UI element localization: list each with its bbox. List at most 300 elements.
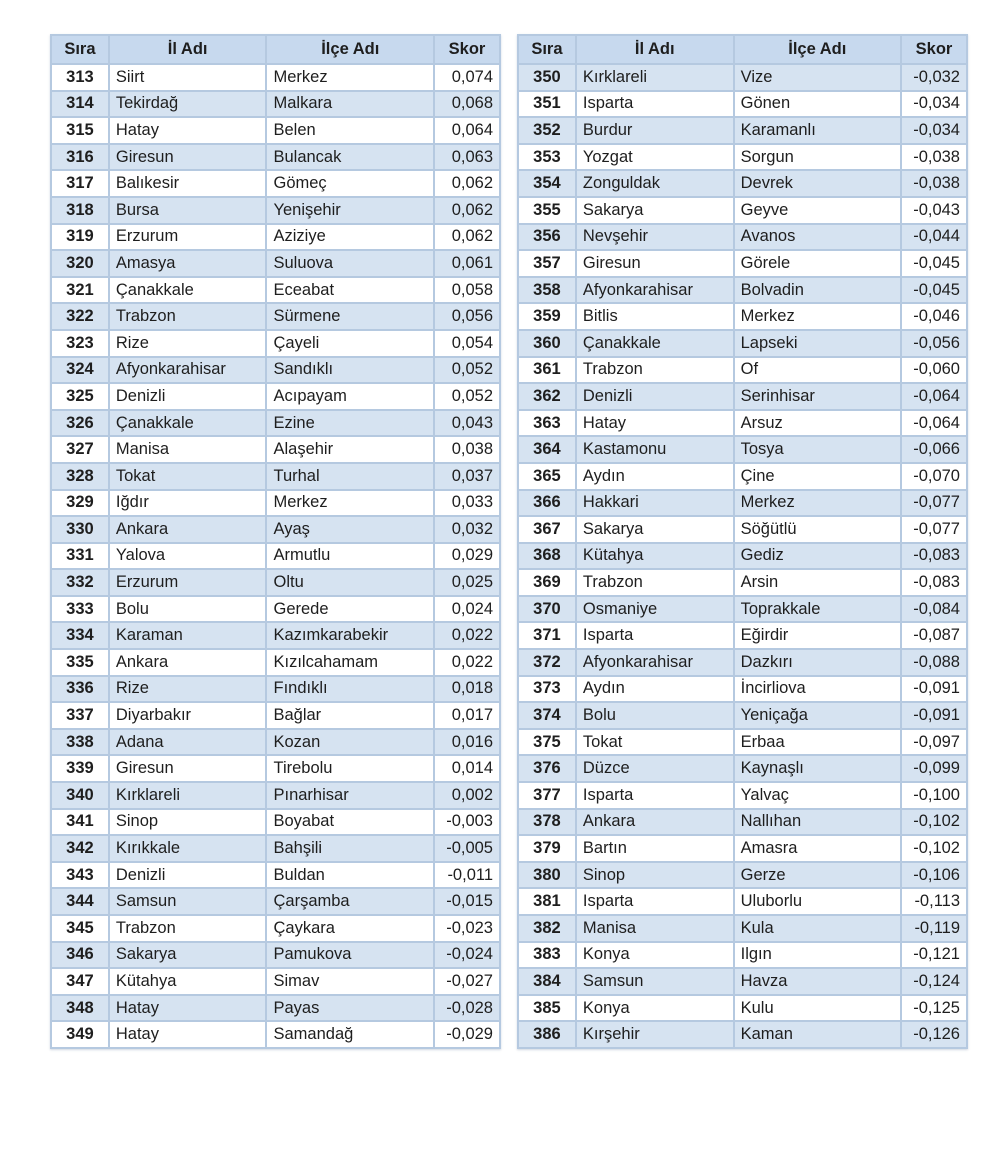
table-row [518, 676, 967, 703]
header-district: İlçe Adı [266, 35, 434, 64]
table-row [518, 330, 967, 357]
district-cell: Havza [734, 968, 901, 995]
score-cell: -0,003 [434, 809, 500, 836]
rank-cell: 367 [518, 516, 576, 543]
rank-cell: 352 [518, 117, 576, 144]
score-cell: -0,066 [901, 436, 967, 463]
table-row [51, 303, 500, 330]
province-cell: Tekirdağ [109, 91, 267, 118]
province-cell: Bolu [576, 702, 734, 729]
rank-cell: 349 [51, 1021, 109, 1048]
table-row [518, 862, 967, 889]
score-cell: -0,027 [434, 968, 500, 995]
score-cell: -0,077 [901, 516, 967, 543]
province-cell: Denizli [109, 862, 267, 889]
province-cell: Tokat [109, 463, 267, 490]
province-cell: Manisa [576, 915, 734, 942]
province-cell: Yozgat [576, 144, 734, 171]
rank-cell: 315 [51, 117, 109, 144]
rank-cell: 370 [518, 596, 576, 623]
rank-cell: 386 [518, 1021, 576, 1048]
district-cell: Avanos [734, 224, 901, 251]
table-row [518, 117, 967, 144]
score-cell: -0,077 [901, 490, 967, 517]
score-cell: 0,063 [434, 144, 500, 171]
table-row [518, 91, 967, 118]
rank-cell: 365 [518, 463, 576, 490]
province-cell: Konya [576, 995, 734, 1022]
score-cell: -0,091 [901, 702, 967, 729]
district-cell: Kaman [734, 1021, 901, 1048]
table-row [51, 490, 500, 517]
district-cell: Bahşili [266, 835, 434, 862]
district-cell: Bağlar [266, 702, 434, 729]
score-cell: -0,106 [901, 862, 967, 889]
province-cell: Kırklareli [576, 64, 734, 91]
score-cell: -0,023 [434, 915, 500, 942]
province-cell: Zonguldak [576, 170, 734, 197]
score-cell: -0,034 [901, 91, 967, 118]
province-cell: Sinop [109, 809, 267, 836]
rank-cell: 382 [518, 915, 576, 942]
score-cell: 0,016 [434, 729, 500, 756]
table-row [518, 729, 967, 756]
rank-cell: 357 [518, 250, 576, 277]
province-cell: Sakarya [576, 197, 734, 224]
district-cell: Yeniçağa [734, 702, 901, 729]
rank-cell: 384 [518, 968, 576, 995]
score-cell: -0,011 [434, 862, 500, 889]
table-row [51, 942, 500, 969]
rank-cell: 362 [518, 383, 576, 410]
rank-cell: 324 [51, 357, 109, 384]
province-cell: Nevşehir [576, 224, 734, 251]
rank-cell: 337 [51, 702, 109, 729]
province-cell: Kırıkkale [109, 835, 267, 862]
district-cell: Of [734, 357, 901, 384]
rank-cell: 369 [518, 569, 576, 596]
rank-cell: 356 [518, 224, 576, 251]
province-cell: Balıkesir [109, 170, 267, 197]
province-cell: Afyonkarahisar [576, 277, 734, 304]
table-row [51, 755, 500, 782]
rank-cell: 372 [518, 649, 576, 676]
province-cell: Hatay [576, 410, 734, 437]
score-cell: -0,126 [901, 1021, 967, 1048]
province-cell: Bursa [109, 197, 267, 224]
rank-cell: 327 [51, 436, 109, 463]
rank-cell: 341 [51, 809, 109, 836]
district-cell: Kozan [266, 729, 434, 756]
district-cell: Merkez [266, 64, 434, 91]
district-cell: Turhal [266, 463, 434, 490]
district-cell: Karamanlı [734, 117, 901, 144]
rank-cell: 329 [51, 490, 109, 517]
rank-cell: 330 [51, 516, 109, 543]
province-cell: Sakarya [109, 942, 267, 969]
rank-cell: 375 [518, 729, 576, 756]
table-row [518, 888, 967, 915]
district-cell: Dazkırı [734, 649, 901, 676]
province-cell: Giresun [109, 755, 267, 782]
district-cell: Uluborlu [734, 888, 901, 915]
score-cell: 0,062 [434, 197, 500, 224]
province-cell: Iğdır [109, 490, 267, 517]
table-row [51, 277, 500, 304]
district-cell: Kulu [734, 995, 901, 1022]
score-cell: 0,058 [434, 277, 500, 304]
ranking-table-right [517, 34, 968, 1049]
header-score: Skor [901, 35, 967, 64]
province-cell: Kütahya [109, 968, 267, 995]
rank-cell: 378 [518, 809, 576, 836]
district-cell: Alaşehir [266, 436, 434, 463]
table-row [518, 516, 967, 543]
score-cell: -0,084 [901, 596, 967, 623]
table-row [51, 649, 500, 676]
province-cell: Hatay [109, 117, 267, 144]
province-cell: Çanakkale [109, 277, 267, 304]
district-cell: Kızılcahamam [266, 649, 434, 676]
table-row [51, 91, 500, 118]
table-row [51, 862, 500, 889]
table-row [518, 596, 967, 623]
district-cell: Çarşamba [266, 888, 434, 915]
table-row [518, 463, 967, 490]
table-row [518, 250, 967, 277]
district-cell: Çayeli [266, 330, 434, 357]
rank-cell: 379 [518, 835, 576, 862]
table-row [518, 357, 967, 384]
table-row [518, 303, 967, 330]
province-cell: Erzurum [109, 569, 267, 596]
district-cell: Yalvaç [734, 782, 901, 809]
score-cell: -0,088 [901, 649, 967, 676]
rank-cell: 368 [518, 543, 576, 570]
table-row [51, 197, 500, 224]
rank-cell: 361 [518, 357, 576, 384]
table-row [518, 197, 967, 224]
score-cell: -0,032 [901, 64, 967, 91]
district-cell: Gediz [734, 543, 901, 570]
province-cell: Kırşehir [576, 1021, 734, 1048]
district-cell: Yenişehir [266, 197, 434, 224]
province-cell: Sinop [576, 862, 734, 889]
score-cell: -0,091 [901, 676, 967, 703]
province-cell: Düzce [576, 755, 734, 782]
rank-cell: 354 [518, 170, 576, 197]
rank-cell: 335 [51, 649, 109, 676]
province-cell: Kastamonu [576, 436, 734, 463]
province-cell: Manisa [109, 436, 267, 463]
score-cell: 0,052 [434, 383, 500, 410]
district-cell: Pamukova [266, 942, 434, 969]
rank-cell: 350 [518, 64, 576, 91]
province-cell: Aydın [576, 676, 734, 703]
district-cell: Armutlu [266, 543, 434, 570]
district-cell: Merkez [734, 490, 901, 517]
district-cell: Ilgın [734, 942, 901, 969]
province-cell: Isparta [576, 782, 734, 809]
table-row [518, 569, 967, 596]
province-cell: Bolu [109, 596, 267, 623]
province-cell: Karaman [109, 622, 267, 649]
district-cell: Ezine [266, 410, 434, 437]
header-rank: Sıra [518, 35, 576, 64]
rank-cell: 316 [51, 144, 109, 171]
score-cell: -0,043 [901, 197, 967, 224]
rank-cell: 332 [51, 569, 109, 596]
score-cell: 0,024 [434, 596, 500, 623]
district-cell: Oltu [266, 569, 434, 596]
district-cell: Vize [734, 64, 901, 91]
district-cell: Tirebolu [266, 755, 434, 782]
province-cell: Afyonkarahisar [576, 649, 734, 676]
district-cell: İncirliova [734, 676, 901, 703]
rank-cell: 376 [518, 755, 576, 782]
table-row [51, 64, 500, 91]
province-cell: Sakarya [576, 516, 734, 543]
score-cell: -0,005 [434, 835, 500, 862]
rank-cell: 322 [51, 303, 109, 330]
table-row [518, 995, 967, 1022]
rank-cell: 334 [51, 622, 109, 649]
score-cell: 0,068 [434, 91, 500, 118]
district-cell: Gönen [734, 91, 901, 118]
score-cell: -0,125 [901, 995, 967, 1022]
table-row [51, 676, 500, 703]
score-cell: 0,038 [434, 436, 500, 463]
rank-cell: 343 [51, 862, 109, 889]
rank-cell: 363 [518, 410, 576, 437]
score-cell: -0,044 [901, 224, 967, 251]
district-cell: Lapseki [734, 330, 901, 357]
score-cell: -0,100 [901, 782, 967, 809]
district-cell: Pınarhisar [266, 782, 434, 809]
province-cell: Bitlis [576, 303, 734, 330]
score-cell: -0,060 [901, 357, 967, 384]
rank-cell: 353 [518, 144, 576, 171]
district-cell: Geyve [734, 197, 901, 224]
table-row [518, 490, 967, 517]
score-cell: 0,029 [434, 543, 500, 570]
table-row [518, 942, 967, 969]
district-cell: Simav [266, 968, 434, 995]
table-row [518, 436, 967, 463]
table-row [518, 622, 967, 649]
district-cell: Eceabat [266, 277, 434, 304]
score-cell: -0,046 [901, 303, 967, 330]
table-row [518, 277, 967, 304]
province-cell: Diyarbakır [109, 702, 267, 729]
score-cell: -0,034 [901, 117, 967, 144]
province-cell: Trabzon [576, 569, 734, 596]
district-cell: Söğütlü [734, 516, 901, 543]
province-cell: Isparta [576, 888, 734, 915]
rank-cell: 340 [51, 782, 109, 809]
rank-cell: 314 [51, 91, 109, 118]
rank-cell: 326 [51, 410, 109, 437]
district-cell: Nallıhan [734, 809, 901, 836]
table-row [51, 622, 500, 649]
header-score: Skor [434, 35, 500, 64]
score-cell: 0,018 [434, 676, 500, 703]
table-row [51, 569, 500, 596]
district-cell: Fındıklı [266, 676, 434, 703]
rank-cell: 383 [518, 942, 576, 969]
rank-cell: 355 [518, 197, 576, 224]
district-cell: Amasra [734, 835, 901, 862]
province-cell: Kütahya [576, 543, 734, 570]
table-header-row [51, 35, 500, 64]
score-cell: -0,097 [901, 729, 967, 756]
rank-cell: 358 [518, 277, 576, 304]
province-cell: Giresun [576, 250, 734, 277]
score-cell: 0,014 [434, 755, 500, 782]
table-row [51, 117, 500, 144]
district-cell: Devrek [734, 170, 901, 197]
table-row [51, 729, 500, 756]
table-row [51, 144, 500, 171]
district-cell: Arsin [734, 569, 901, 596]
score-cell: 0,022 [434, 649, 500, 676]
district-cell: Merkez [266, 490, 434, 517]
district-cell: Gerede [266, 596, 434, 623]
score-cell: 0,061 [434, 250, 500, 277]
district-cell: Serinhisar [734, 383, 901, 410]
province-cell: Samsun [576, 968, 734, 995]
province-cell: Trabzon [109, 915, 267, 942]
province-cell: Isparta [576, 91, 734, 118]
table-row [51, 888, 500, 915]
rank-cell: 371 [518, 622, 576, 649]
header-province: İl Adı [576, 35, 734, 64]
score-cell: 0,064 [434, 117, 500, 144]
rank-cell: 364 [518, 436, 576, 463]
score-cell: 0,037 [434, 463, 500, 490]
province-cell: Hatay [109, 1021, 267, 1048]
score-cell: -0,028 [434, 995, 500, 1022]
table-row [518, 835, 967, 862]
province-cell: Afyonkarahisar [109, 357, 267, 384]
score-cell: 0,033 [434, 490, 500, 517]
score-cell: -0,113 [901, 888, 967, 915]
table-row [51, 543, 500, 570]
table-row [518, 410, 967, 437]
rank-cell: 380 [518, 862, 576, 889]
table-row [518, 968, 967, 995]
score-cell: -0,029 [434, 1021, 500, 1048]
district-cell: Bulancak [266, 144, 434, 171]
table-row [518, 224, 967, 251]
rank-cell: 360 [518, 330, 576, 357]
rank-cell: 374 [518, 702, 576, 729]
rank-cell: 323 [51, 330, 109, 357]
header-rank: Sıra [51, 35, 109, 64]
table-row [51, 596, 500, 623]
district-cell: Aziziye [266, 224, 434, 251]
district-cell: Arsuz [734, 410, 901, 437]
rank-cell: 344 [51, 888, 109, 915]
score-cell: -0,102 [901, 809, 967, 836]
score-cell: -0,024 [434, 942, 500, 969]
table-header-row [518, 35, 967, 64]
table-row [51, 915, 500, 942]
table-row [51, 995, 500, 1022]
district-cell: Erbaa [734, 729, 901, 756]
province-cell: Ankara [576, 809, 734, 836]
province-cell: Konya [576, 942, 734, 969]
score-cell: 0,074 [434, 64, 500, 91]
province-cell: Kırklareli [109, 782, 267, 809]
rank-cell: 333 [51, 596, 109, 623]
table-row [51, 835, 500, 862]
province-cell: Burdur [576, 117, 734, 144]
rank-cell: 328 [51, 463, 109, 490]
district-cell: Payas [266, 995, 434, 1022]
score-cell: 0,025 [434, 569, 500, 596]
province-cell: Denizli [576, 383, 734, 410]
score-cell: -0,045 [901, 277, 967, 304]
province-cell: Isparta [576, 622, 734, 649]
score-cell: -0,124 [901, 968, 967, 995]
district-cell: Boyabat [266, 809, 434, 836]
score-cell: -0,083 [901, 543, 967, 570]
table-row [51, 516, 500, 543]
table-row [518, 543, 967, 570]
table-row [518, 1021, 967, 1048]
score-cell: 0,002 [434, 782, 500, 809]
province-cell: Hakkari [576, 490, 734, 517]
rank-cell: 313 [51, 64, 109, 91]
district-cell: Eğirdir [734, 622, 901, 649]
province-cell: Hatay [109, 995, 267, 1022]
table-row [51, 968, 500, 995]
score-cell: -0,102 [901, 835, 967, 862]
table-row [51, 330, 500, 357]
district-cell: Suluova [266, 250, 434, 277]
rank-cell: 373 [518, 676, 576, 703]
province-cell: Aydın [576, 463, 734, 490]
district-cell: Gömeç [266, 170, 434, 197]
score-cell: 0,054 [434, 330, 500, 357]
district-cell: Kula [734, 915, 901, 942]
table-row [518, 782, 967, 809]
rank-cell: 339 [51, 755, 109, 782]
score-cell: 0,062 [434, 170, 500, 197]
district-cell: Ayaş [266, 516, 434, 543]
province-cell: Çanakkale [576, 330, 734, 357]
table-row [518, 64, 967, 91]
rank-cell: 351 [518, 91, 576, 118]
score-cell: -0,099 [901, 755, 967, 782]
ranking-table-left [50, 34, 501, 1049]
province-cell: Denizli [109, 383, 267, 410]
table-row [51, 436, 500, 463]
rank-cell: 347 [51, 968, 109, 995]
table-row [518, 702, 967, 729]
district-cell: Malkara [266, 91, 434, 118]
table-row [51, 702, 500, 729]
score-cell: 0,052 [434, 357, 500, 384]
score-cell: -0,064 [901, 410, 967, 437]
district-cell: Sorgun [734, 144, 901, 171]
score-cell: 0,062 [434, 224, 500, 251]
table-row [51, 410, 500, 437]
district-cell: Kaynaşlı [734, 755, 901, 782]
table-row [51, 250, 500, 277]
score-cell: -0,038 [901, 170, 967, 197]
